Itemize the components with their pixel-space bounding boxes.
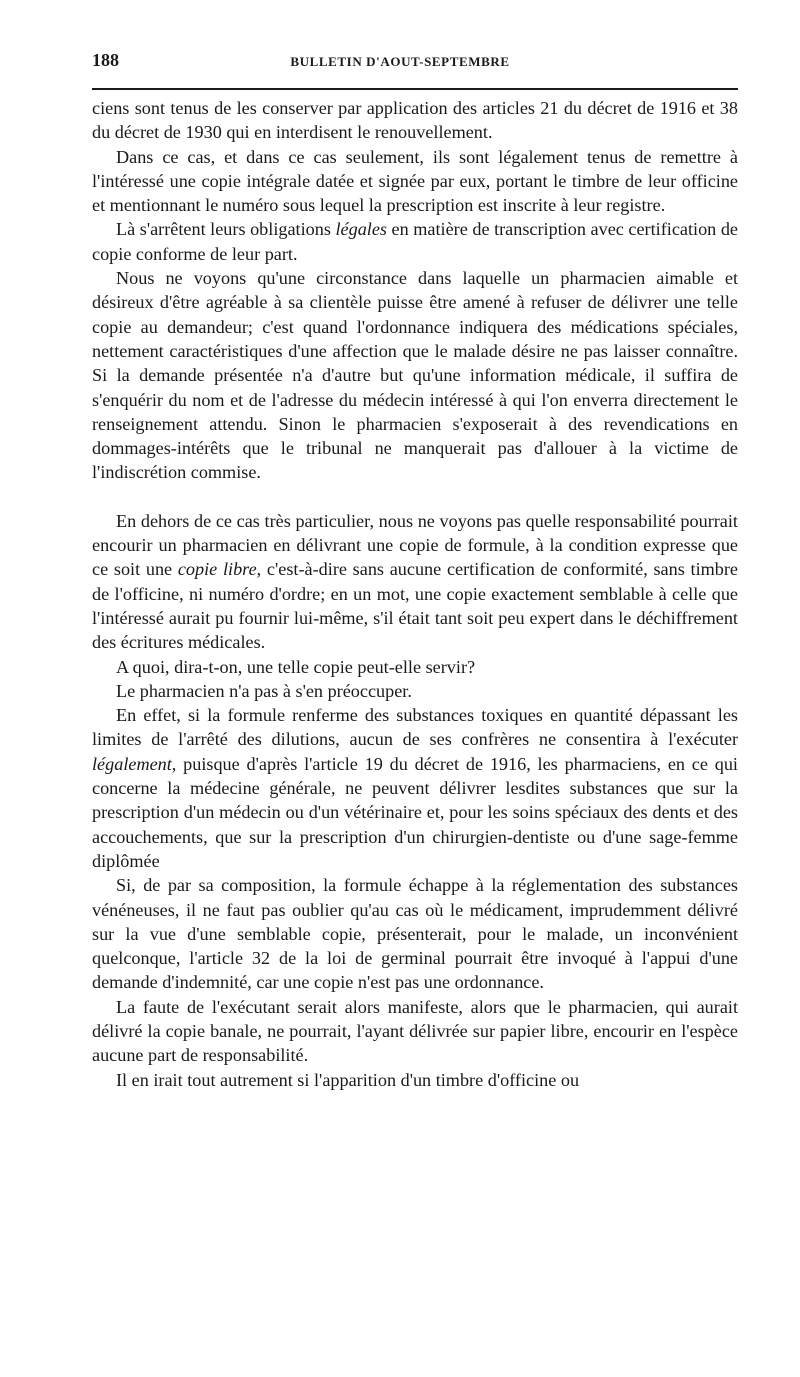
emphasis: légalement (92, 753, 172, 774)
emphasis: légales (335, 219, 387, 240)
paragraph: Le pharmacien n'a pas à s'en préoccuper. (116, 680, 412, 701)
header-rule (92, 88, 738, 90)
paragraph: A quoi, dira-t-on, une telle copie peut-elle servir? (116, 656, 476, 677)
page-number: 188 (92, 50, 119, 70)
body-text (92, 96, 738, 1092)
page-header (92, 50, 738, 80)
emphasis: copie libre (177, 559, 257, 580)
paragraph: Il en irait tout autrement si l'apparition d'un timbre d'officine ou (116, 1069, 580, 1090)
running-title: BULLETIN D'AOUT-SEPTEMBRE (290, 54, 510, 69)
paragraph: Là s'arrêtent leurs obligations légales en matière de transcription avec certification de copie conforme de leur part. (92, 219, 738, 264)
document-page (92, 50, 738, 1092)
paragraph: En dehors de ce cas très particulier, nous ne voyons pas quelle responsabilité pourrait encourir un pharmacien en délivrant une copie de formule, à la condition expresse que ce soit une copie libre, c'est-à-dire sans aucune certification de conformité, sans timbre de l'officine, ni numéro d'ordre; en un mot, une copie exactement semblable à celle que l'intéressé aurait pu fournir lui-même, s'il était tant soit peu expert dans le déchiffrement des écritures médicales. (92, 510, 738, 653)
paragraph: En effet, si la formule renferme des substances toxiques en quantité dépassant les limites de l'arrêté des dilutions, aucun de ses confrères ne consentira à l'exécuter légalement, puisque d'après l'article 19 du décret de 1916, les pharmaciens, en ce qui concerne la médecine générale, ne peuvent délivrer lesdites substances que sur la prescription d'un médecin ou d'un vétérinaire et, pour les soins spéciaux des dents et des accouchements, que sur la prescription d'un chirurgien-dentiste ou d'une sage-femme diplômée (92, 705, 738, 871)
paragraph: La faute de l'exécutant serait alors manifeste, alors que le pharmacien, qui aurait délivré la copie banale, ne pourrait, l'ayant délivrée sur papier libre, encourir en l'espèce aucune part de responsabilité. (92, 996, 738, 1066)
paragraph: Nous ne voyons qu'une circonstance dans laquelle un pharmacien aimable et désireux d'être agréable à sa clientèle puisse être amené à refuser de délivrer une telle copie au demandeur; c'est quand l'ordonnance indiquera des médications spéciales, nettement caractéristiques d'une affection que le malade désire ne pas laisser connaître. Si la demande présentée n'a d'autre but qu'une information médicale, il suffira de s'enquérir du nom et de l'adresse du médecin intéressé à qui l'on enverra directement le renseignement attendu. Sinon le pharmacien s'exposerait à des revendications en dommages-intérêts que le tribunal ne manquerait pas d'allouer à la victime de l'indiscrétion commise. (92, 268, 738, 483)
paragraph: Dans ce cas, et dans ce cas seulement, ils sont légalement tenus de remettre à l'intéressé une copie intégrale datée et signée par eux, portant le timbre de leur officine et mentionnant le numéro sous lequel la prescription est inscrite à leur registre. (92, 146, 738, 216)
section-gap (92, 485, 738, 509)
paragraph: Si, de par sa composition, la formule échappe à la réglementation des substances vénéneuses, il ne faut pas oublier qu'au cas où le médicament, imprudemment délivré sur la vue d'une semblable copie, présenterait, pour le malade, un inconvénient quelconque, l'article 32 de la loi de germinal pourrait être invoqué à l'appui d'une demande d'indemnité, car une copie n'est pas une ordonnance. (92, 875, 738, 993)
paragraph: ciens sont tenus de les conserver par application des articles 21 du décret de 1916 et 38 du décret de 1930 qui en interdisent le renouvellement. (92, 98, 738, 143)
